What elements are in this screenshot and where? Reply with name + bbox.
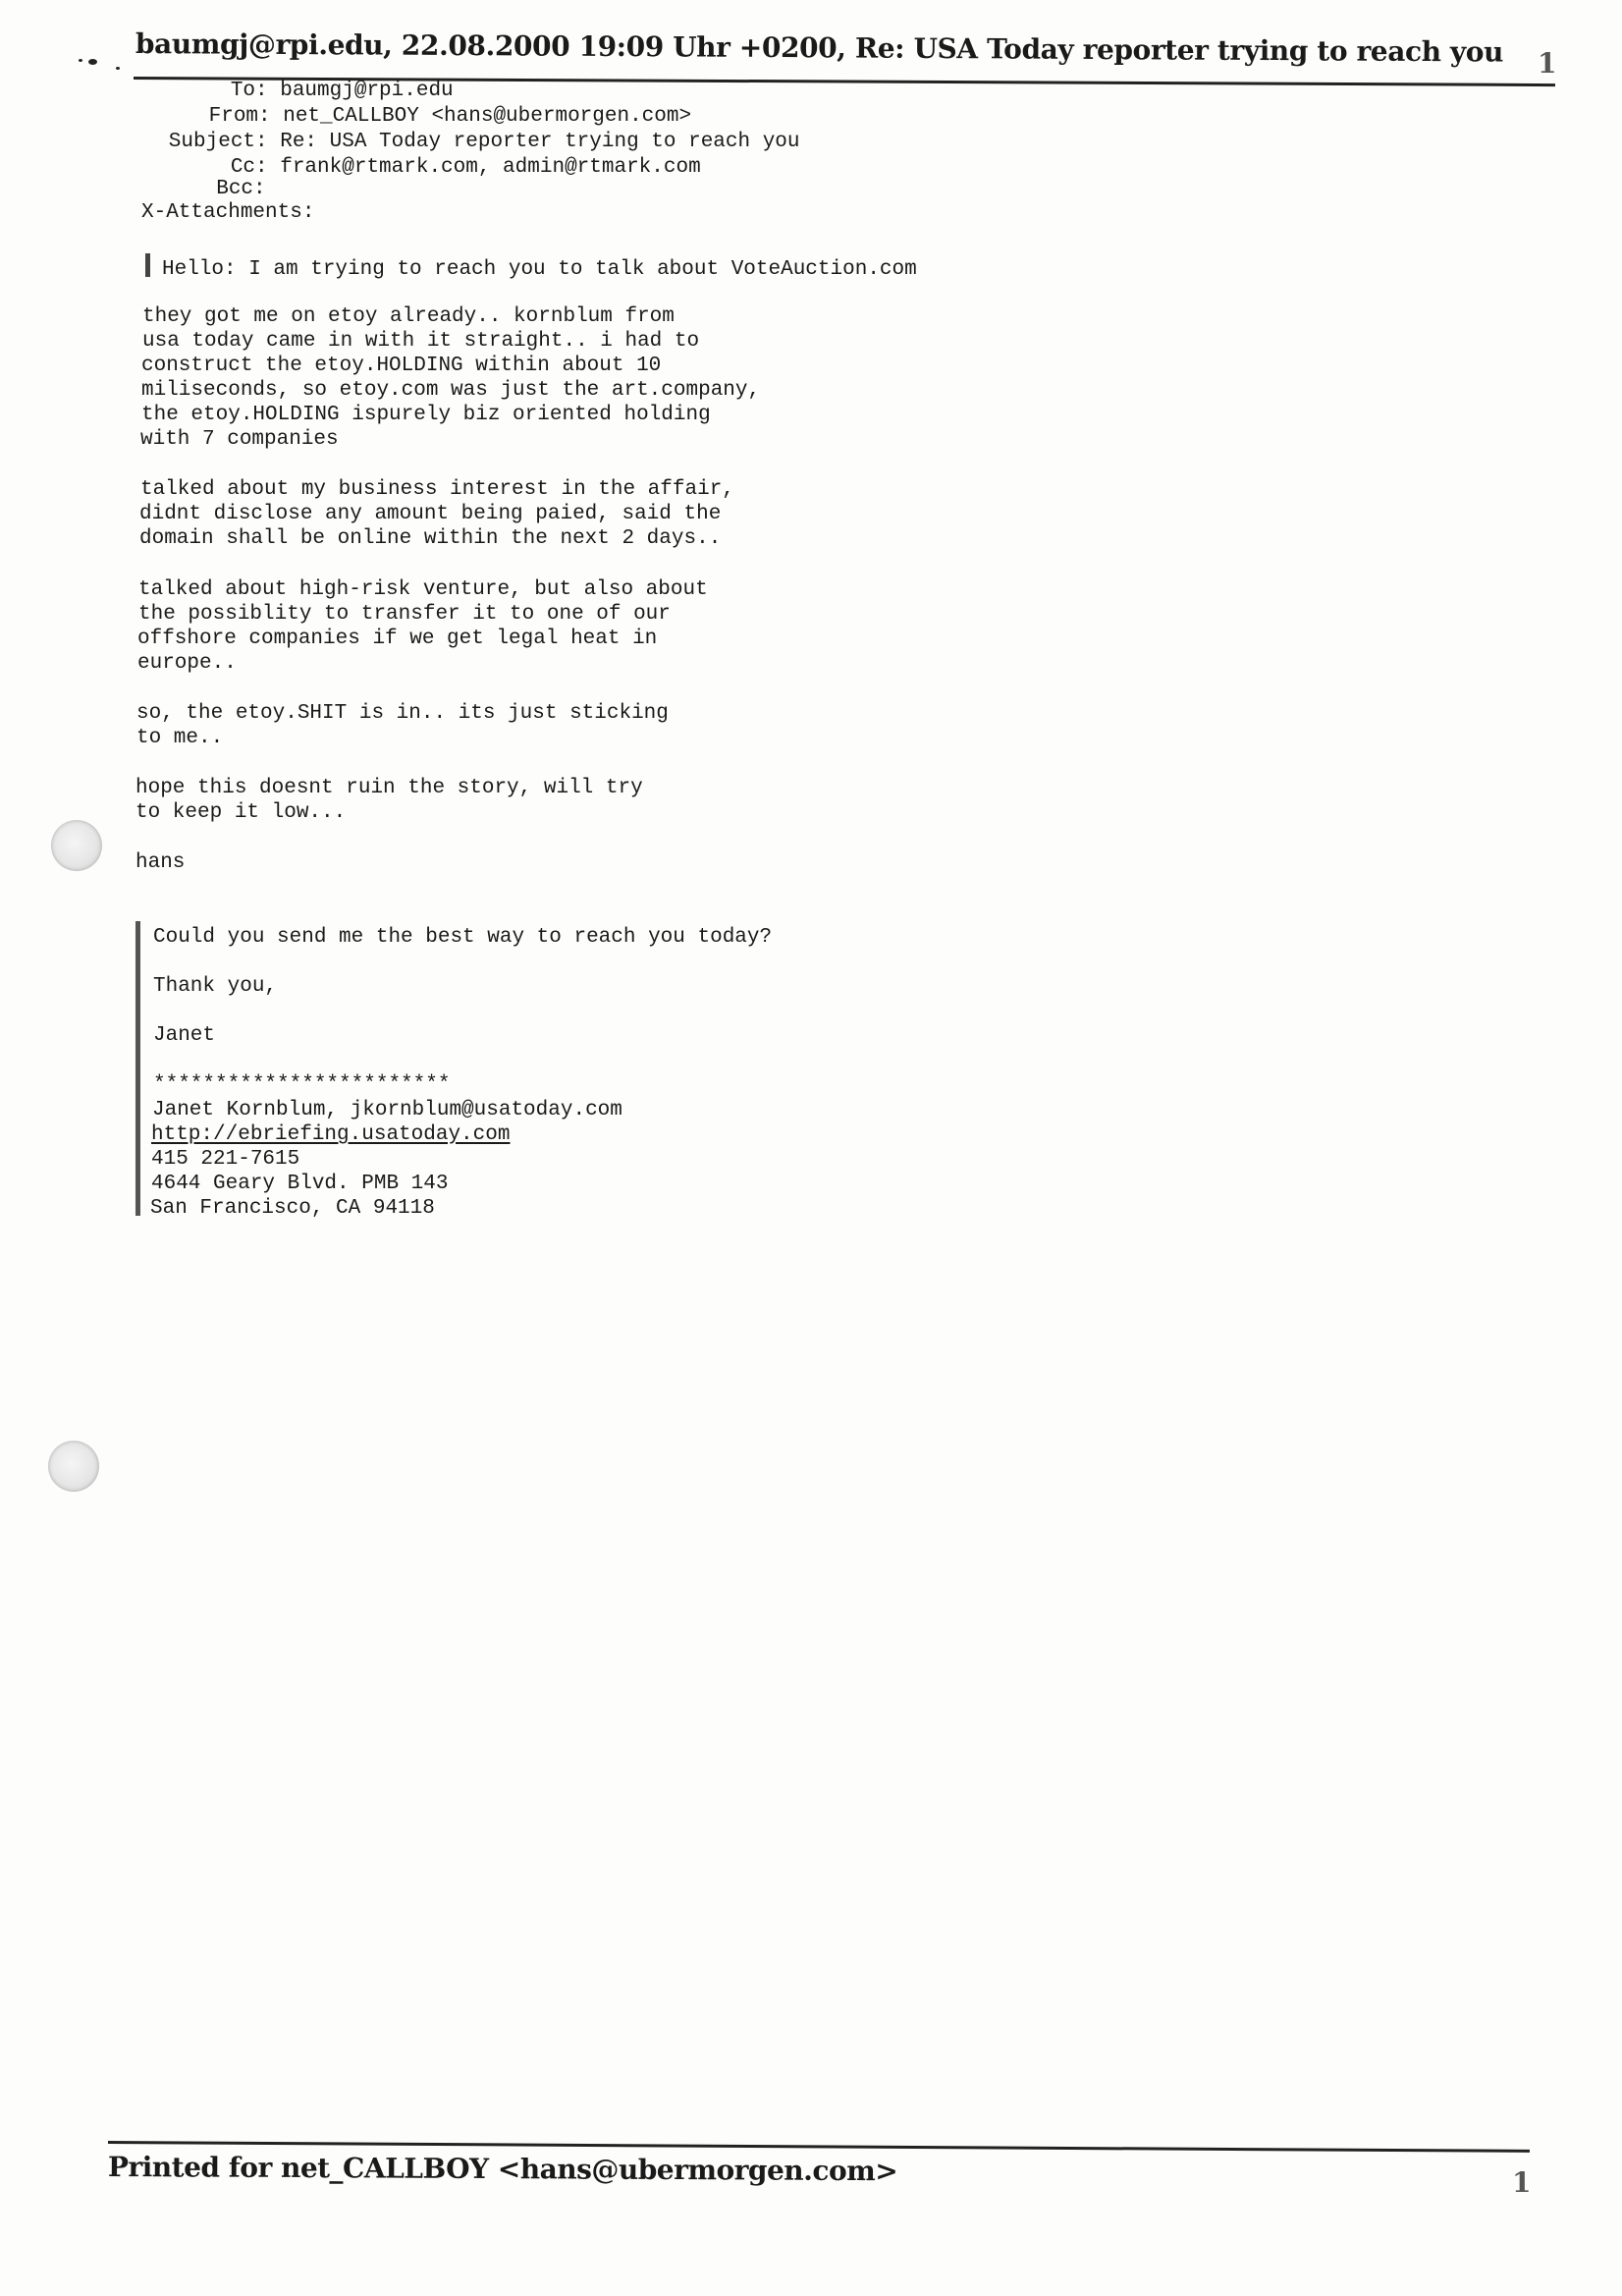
cc-line: Cc: frank@rtmark.com, admin@rtmark.com [132,156,701,179]
punch-hole [51,820,102,871]
body-line: with 7 companies [140,428,339,451]
body-line: europe.. [137,652,237,675]
signoff: hans [135,851,186,874]
signature-city: San Francisco, CA 94118 [150,1197,435,1220]
body-line: domain shall be online within the next 2 days.. [139,527,722,550]
quote-bar [135,921,140,1216]
signature-street: 4644 Geary Blvd. PMB 143 [151,1173,449,1195]
body-line: offshore companies if we get legal heat in [137,628,658,650]
body-line: the etoy.HOLDING ispurely biz oriented holding [141,404,711,426]
body-line: talked about my business interest in the affair, [140,478,734,501]
body-line: construct the etoy.HOLDING within about 10 [141,355,662,377]
footer-printed-for: Printed for net_CALLBOY <hans@ubermorgen.com> [107,2151,898,2188]
signature-phone: 415 221-7615 [151,1148,300,1171]
quoted-question: Could you send me the best way to reach you today? [153,926,773,949]
from-line: From: net_CALLBOY <hans@ubermorgen.com> [135,105,692,128]
footer-divider [108,2141,1530,2153]
footer-page-number: 1 [1512,2166,1532,2199]
body-line: to keep it low... [135,801,347,824]
body-line: talked about high-risk venture, but also about [138,578,708,601]
page-number: 1 [1538,47,1557,80]
ink-speck [88,59,97,65]
punch-hole [48,1441,99,1492]
body-line: they got me on etoy already.. kornblum from [142,305,675,328]
to-line: To: baumgj@rpi.edu [132,80,454,102]
body-line: hope this doesnt ruin the story, will try [135,777,643,799]
body-line: miliseconds, so etoy.com was just the art.company, [141,379,761,402]
body-line: so, the etoy.SHIT is in.. its just sticking [136,702,669,725]
body-line: didnt disclose any amount being paied, said the [139,503,722,525]
subject-line: Subject: Re: USA Today reporter trying to reach you [132,131,800,153]
quoted-stars: ************************ [153,1073,451,1096]
body-line: the possiblity to transfer it to one of our [138,603,671,626]
bcc-line: Bcc: [130,178,266,200]
ink-speck [79,59,82,62]
quoted-thanks: Thank you, [153,975,278,998]
body-line: usa today came in with it straight.. i had to [142,330,700,353]
body-line: to me.. [136,727,224,749]
quoted-name: Janet [153,1024,216,1047]
quoted-hello: Hello: I am trying to reach you to talk about VoteAuction.com [162,258,917,281]
page-title: baumgj@rpi.edu, 22.08.2000 19:09 Uhr +0200, Re: USA Today reporter trying to reach you [135,27,1504,69]
ink-speck [116,67,120,70]
quote-bar [145,253,150,277]
signature-url[interactable]: http://ebriefing.usatoday.com [151,1123,511,1146]
x-attachments-line: X-Attachments: [141,201,315,224]
signature-name: Janet Kornblum, jkornblum@usatoday.com [152,1099,622,1121]
